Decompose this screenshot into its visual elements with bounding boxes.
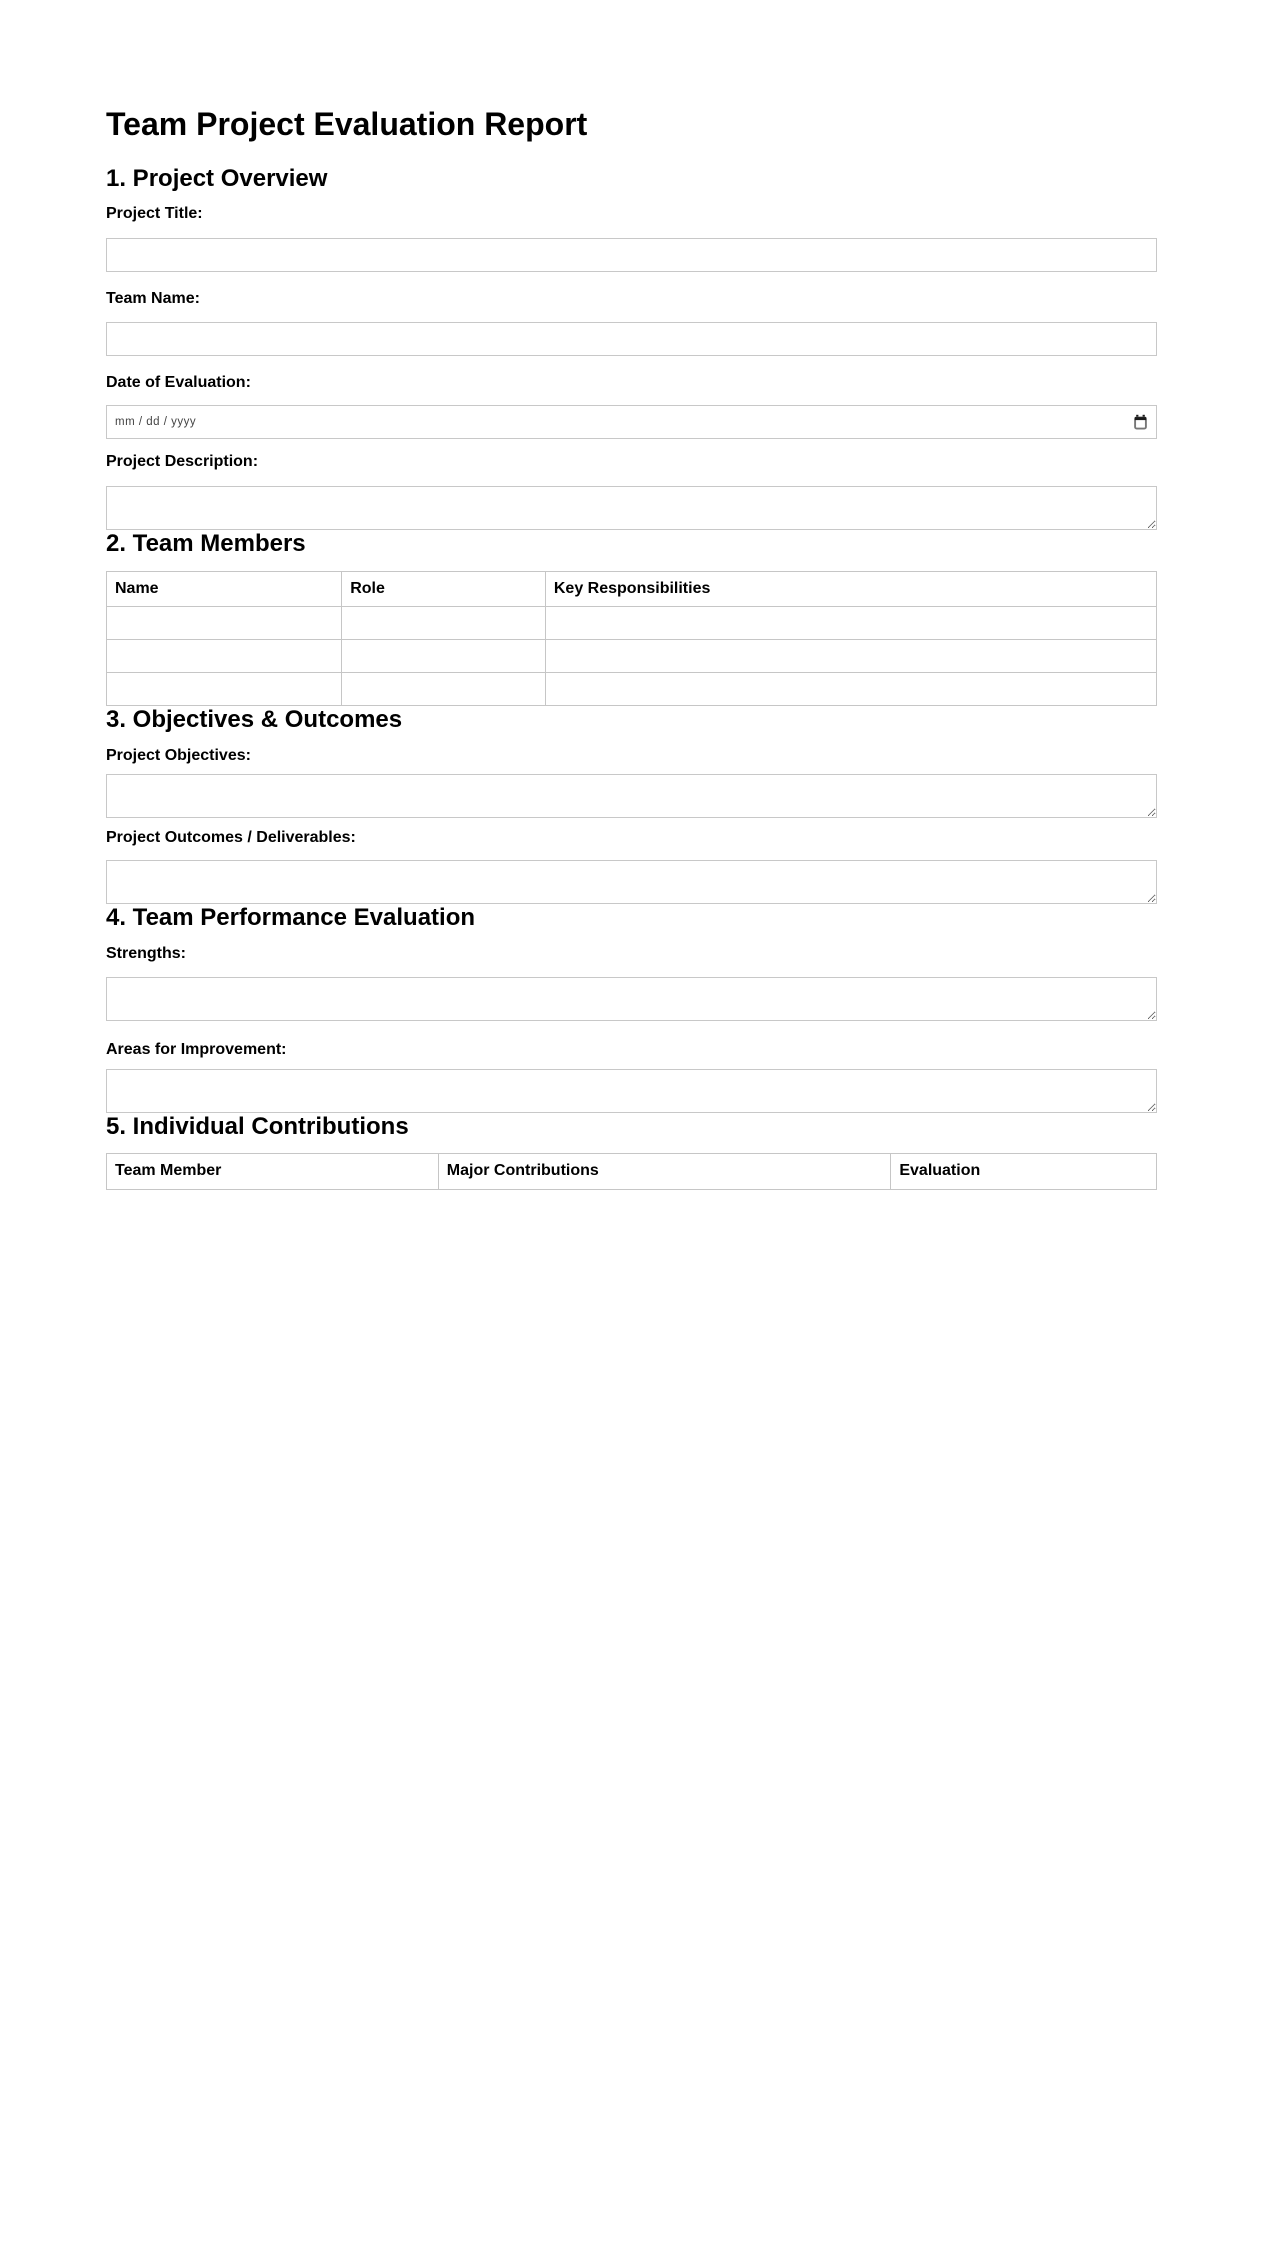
team-members-table xyxy=(106,571,1157,706)
strengths-textarea[interactable] xyxy=(106,977,1157,1021)
column-header-team-member: Team Member xyxy=(107,1154,439,1189)
section-heading-individual-contributions: 5. Individual Contributions xyxy=(106,1112,409,1140)
section-heading-team-members: 2. Team Members xyxy=(106,529,306,557)
section-heading-project-overview: 1. Project Overview xyxy=(106,164,328,192)
section-heading-objectives-outcomes: 3. Objectives & Outcomes xyxy=(106,705,403,733)
project-description-textarea[interactable] xyxy=(106,486,1157,530)
table-row xyxy=(107,672,1157,705)
table-row xyxy=(107,639,1157,672)
column-header-name: Name xyxy=(107,571,342,606)
section-objectives-outcomes xyxy=(106,706,1157,904)
project-outcomes-label: Project Outcomes / Deliverables: xyxy=(106,828,356,846)
cell-role xyxy=(342,672,546,705)
column-header-key-responsibilities: Key Responsibilities xyxy=(545,571,1156,606)
section-heading-team-performance: 4. Team Performance Evaluation xyxy=(106,904,476,932)
cell-role xyxy=(342,606,546,639)
section-individual-contributions xyxy=(106,1113,1157,1190)
cell-responsibilities xyxy=(545,672,1156,705)
cell-name xyxy=(107,672,342,705)
cell-name xyxy=(107,639,342,672)
column-header-role: Role xyxy=(342,571,546,606)
table-header-row xyxy=(107,571,1157,606)
cell-name xyxy=(107,606,342,639)
section-team-members xyxy=(106,530,1157,706)
project-objectives-textarea[interactable] xyxy=(106,774,1157,818)
cell-responsibilities xyxy=(545,639,1156,672)
calendar-icon[interactable] xyxy=(1133,414,1148,430)
strengths-label: Strengths: xyxy=(106,944,186,962)
table-row xyxy=(107,606,1157,639)
team-name-input[interactable] xyxy=(106,322,1157,356)
cell-role xyxy=(342,639,546,672)
section-project-overview xyxy=(106,165,1157,530)
column-header-evaluation: Evaluation xyxy=(891,1154,1157,1189)
areas-for-improvement-label: Areas for Improvement: xyxy=(106,1041,287,1059)
table-header-row xyxy=(107,1154,1157,1189)
project-title-input[interactable] xyxy=(106,238,1157,272)
column-header-major-contributions: Major Contributions xyxy=(438,1154,891,1189)
cell-responsibilities xyxy=(545,606,1156,639)
section-team-performance xyxy=(106,904,1157,1112)
project-outcomes-textarea[interactable] xyxy=(106,860,1157,904)
individual-contributions-table xyxy=(106,1153,1157,1189)
date-placeholder: mm / dd / yyyy xyxy=(115,415,197,428)
page-title: Team Project Evaluation Report xyxy=(106,106,588,142)
date-of-evaluation-input[interactable] xyxy=(106,405,1157,439)
project-description-label: Project Description: xyxy=(106,452,259,470)
project-title-label: Project Title: xyxy=(106,205,203,223)
project-objectives-label: Project Objectives: xyxy=(106,746,251,764)
team-name-label: Team Name: xyxy=(106,289,200,307)
date-of-evaluation-label: Date of Evaluation: xyxy=(106,374,251,392)
areas-for-improvement-textarea[interactable] xyxy=(106,1069,1157,1113)
